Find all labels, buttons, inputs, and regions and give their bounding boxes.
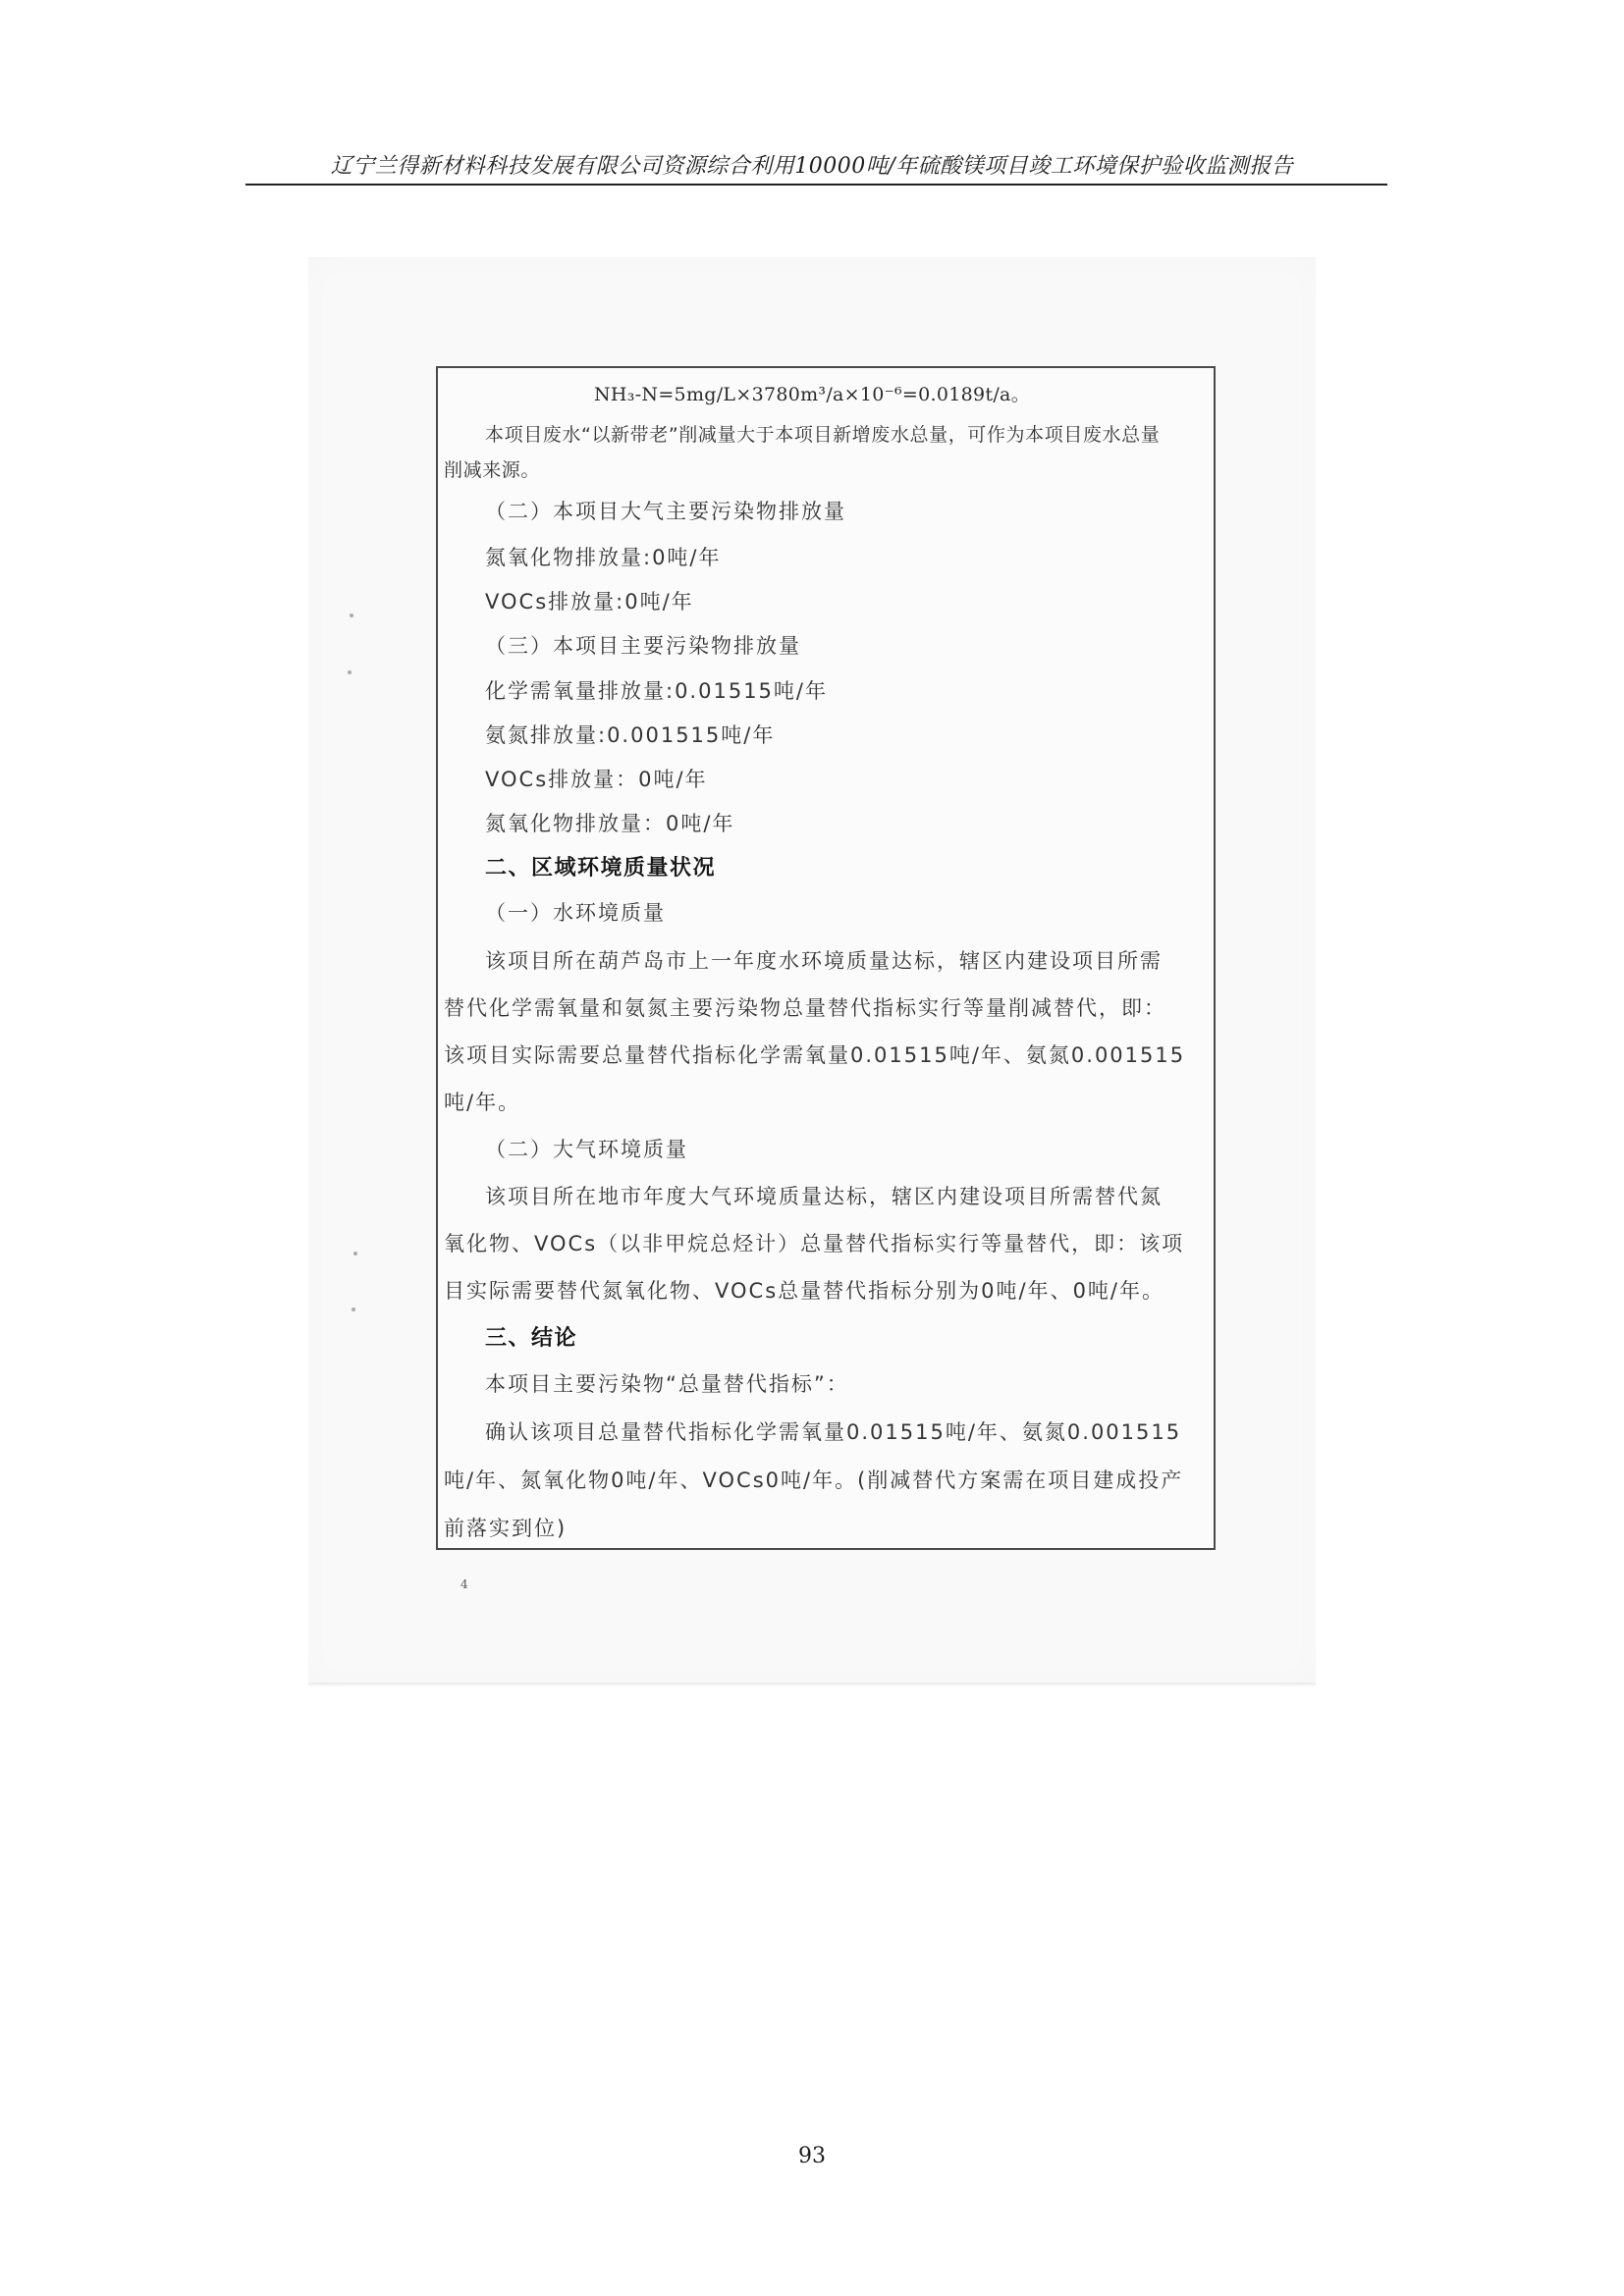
text-line-wastewater-1: 本项目废水“以新带老”削减量大于本项目新增废水总量，可作为本项目废水总量 <box>485 424 1161 446</box>
speck-2 <box>348 670 352 674</box>
text-line-water-1: 该项目所在葫芦岛市上一年度水环境质量达标，辖区内建设项目所需 <box>485 949 1163 973</box>
text-line-conclusion-2: 确认该项目总量替代指标化学需氧量0.01515吨/年、氨氮0.001515 <box>485 1420 1182 1444</box>
text-line-conclusion-4: 前落实到位) <box>444 1517 568 1540</box>
text-line-conclusion-3: 吨/年、氮氧化物0吨/年、VOCs0吨/年。(削减替代方案需在项目建成投产 <box>444 1468 1184 1492</box>
text-line-nox-emission-2: 氮氧化物排放量：0吨/年 <box>485 812 735 835</box>
speck-4 <box>352 1308 355 1311</box>
text-line-vocs-emission: VOCs排放量:0吨/年 <box>485 590 694 614</box>
section-heading-regional-quality: 二、区域环境质量状况 <box>485 856 717 881</box>
subheading-air-quality: （二）大气环境质量 <box>485 1138 688 1161</box>
text-line-nox-emission: 氮氧化物排放量:0吨/年 <box>485 546 722 569</box>
header-title: 辽宁兰得新材料科技发展有限公司资源综合利用10000吨/年硫酸镁项目竣工环境保护验收监测报告 <box>330 154 1294 179</box>
text-line-water-4: 吨/年。 <box>444 1091 521 1114</box>
speck-3 <box>353 1252 357 1255</box>
text-line-wastewater-2: 削减来源。 <box>444 459 541 481</box>
subheading-water-quality: （一）水环境质量 <box>485 901 666 925</box>
inner-page-number: 4 <box>460 1577 468 1591</box>
text-line-air-3: 目实际需要替代氮氧化物、VOCs总量替代指标分别为0吨/年、0吨/年。 <box>444 1279 1164 1303</box>
text-line-water-2: 替代化学需氧量和氨氮主要污染物总量替代指标实行等量削减替代，即： <box>444 996 1166 1020</box>
speck-1 <box>350 614 353 617</box>
formula-line: NH₃-N=5mg/L×3780m³/a×10⁻⁶=0.0189t/a。 <box>593 384 1030 405</box>
text-line-air-2: 氧化物、VOCs（以非甲烷总烃计）总量替代指标实行等量替代，即：该项 <box>444 1232 1185 1255</box>
subheading-air-emissions: （二）本项目大气主要污染物排放量 <box>485 500 846 523</box>
header-rule <box>245 184 1387 186</box>
subheading-main-pollutants: （三）本项目主要污染物排放量 <box>485 634 801 658</box>
text-line-air-1: 该项目所在地市年度大气环境质量达标，辖区内建设项目所需替代氮 <box>485 1185 1163 1208</box>
text-line-ammonia-emission: 氨氮排放量:0.001515吨/年 <box>485 723 776 747</box>
page-number: 93 <box>798 2144 826 2168</box>
scan-edge <box>308 1682 1316 1684</box>
text-line-cod-emission: 化学需氧量排放量:0.01515吨/年 <box>485 679 828 703</box>
text-line-vocs-emission-2: VOCs排放量：0吨/年 <box>485 768 708 791</box>
text-line-conclusion-1: 本项目主要污染物“总量替代指标”： <box>485 1372 849 1396</box>
text-line-water-3: 该项目实际需要总量替代指标化学需氧量0.01515吨/年、氨氮0.001515 <box>444 1043 1186 1067</box>
section-heading-conclusion: 三、结论 <box>485 1326 578 1351</box>
